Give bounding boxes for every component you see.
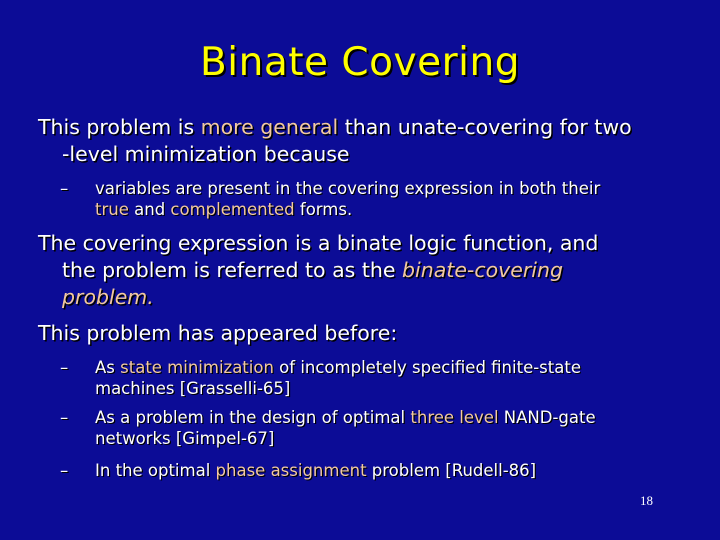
slide-number: 18 — [640, 493, 653, 508]
text: and — [128, 200, 171, 219]
bullet-2-line-1: The covering expression is a binate logic function, and — [38, 231, 599, 255]
bullet-1-line-1 — [38, 114, 698, 141]
sub-bullet-3 — [60, 407, 700, 449]
bullet-2-line-3 — [38, 284, 698, 311]
highlight-phase-assignment: phase assignment — [215, 461, 367, 480]
text: This problem is — [38, 115, 201, 139]
text: forms. — [294, 200, 353, 219]
text: As a problem in the design of optimal — [95, 408, 411, 427]
bullet-paragraph-3 — [38, 320, 698, 347]
highlight-more-general: more general — [200, 115, 339, 139]
highlight-true: true — [95, 200, 129, 219]
slide-title: Binate Covering — [200, 40, 520, 85]
text: As — [95, 358, 121, 377]
bullet-1-line-2: -level minimization because — [62, 142, 350, 166]
sub-bullet-2 — [60, 357, 700, 399]
text: than unate-covering for two — [338, 115, 632, 139]
sub-bullet-1 — [60, 178, 700, 220]
sub-bullet-1-line-2 — [95, 199, 700, 220]
dash-marker: – — [60, 461, 69, 480]
highlight-problem: problem. — [62, 285, 154, 309]
sub-bullet-2-line-1 — [95, 357, 700, 378]
highlight-binate-covering: binate-covering — [402, 258, 564, 282]
sub-bullet-1-line-1: variables are present in the covering expression in both their — [95, 179, 601, 198]
sub-bullet-3-line-1 — [95, 407, 700, 428]
text: NAND-gate — [498, 408, 596, 427]
sub-bullet-4-line-1 — [95, 460, 700, 481]
dash-marker: – — [60, 179, 69, 198]
dash-marker: – — [60, 408, 69, 427]
text: of incompletely specified finite-state — [273, 358, 581, 377]
text: problem [Rudell-86] — [366, 461, 537, 480]
bullet-3-line-1: This problem has appeared before: — [38, 321, 398, 345]
bullet-paragraph-1 — [38, 114, 698, 168]
highlight-three-level: three level — [410, 408, 499, 427]
text: the problem is referred to as the — [62, 258, 403, 282]
highlight-complemented: complemented — [170, 200, 295, 219]
sub-bullet-2-line-2: machines [Grasselli-65] — [95, 379, 291, 398]
sub-bullet-3-line-2: networks [Gimpel-67] — [95, 429, 275, 448]
dash-marker: – — [60, 358, 69, 377]
bullet-2-line-2 — [38, 257, 698, 284]
bullet-paragraph-2 — [38, 230, 698, 311]
highlight-state-minimization: state minimization — [120, 358, 274, 377]
text: In the optimal — [95, 461, 216, 480]
sub-bullet-4 — [60, 460, 700, 481]
